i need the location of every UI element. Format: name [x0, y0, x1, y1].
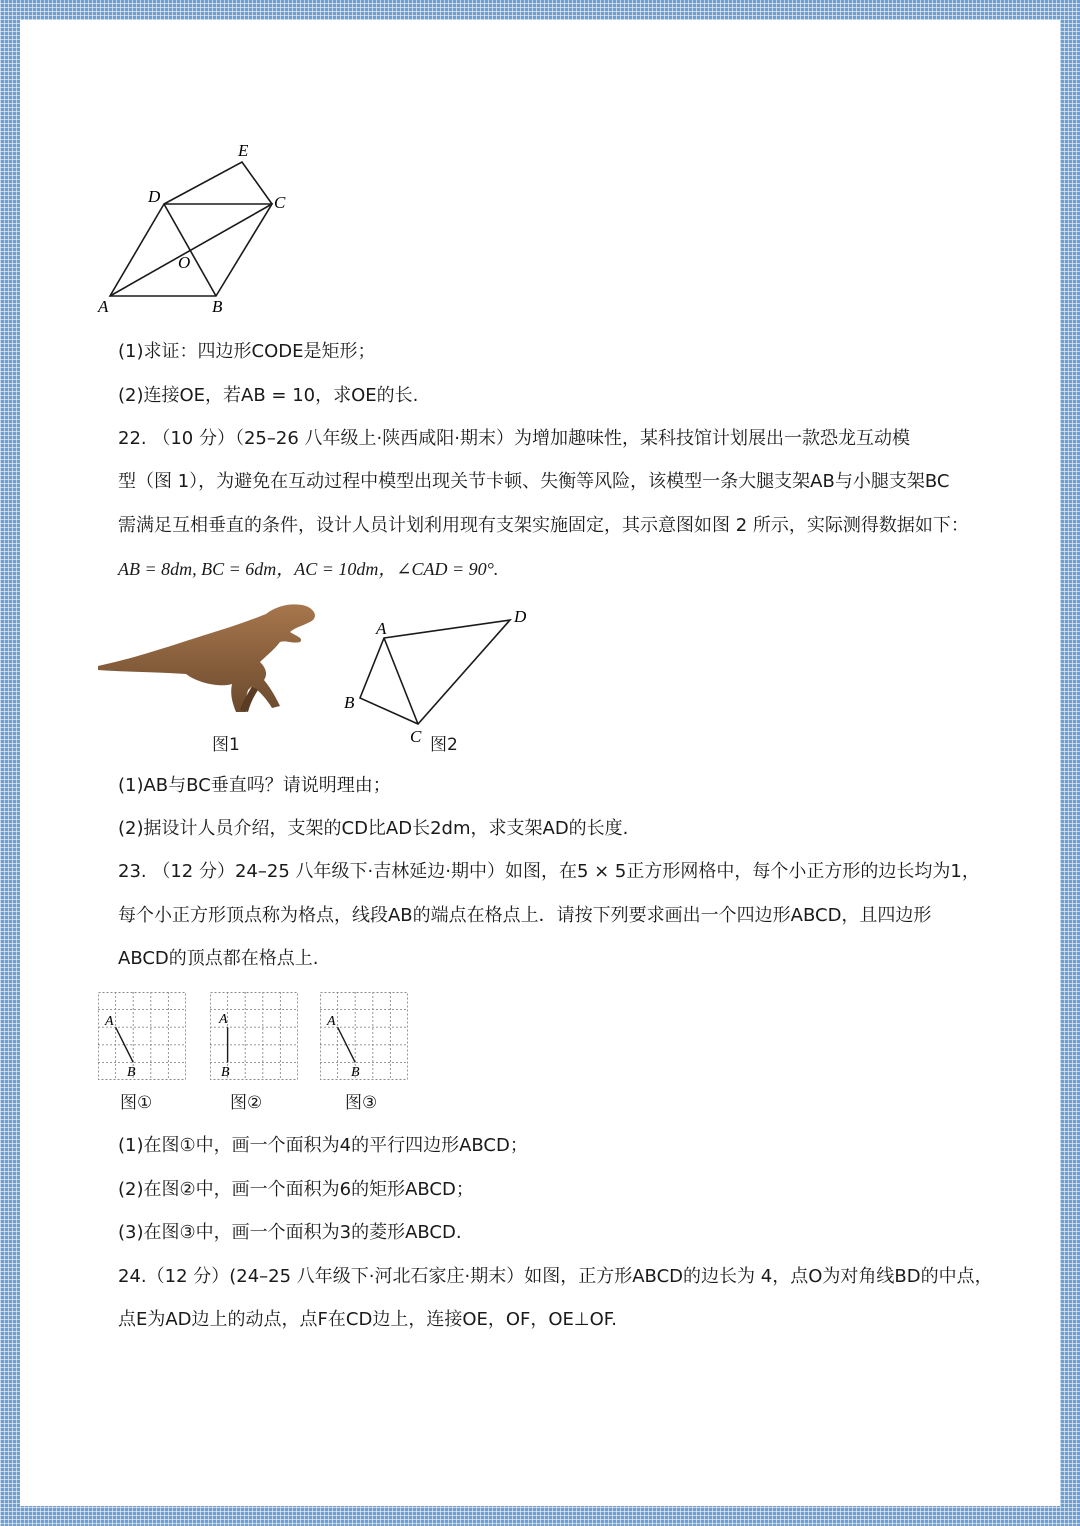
q21-part1: (1)求证：四边形CODE是矩形；: [118, 341, 376, 362]
figure-rhombus-rectangle: [92, 136, 332, 336]
exam-page: [20, 20, 1060, 1506]
label-A: A: [98, 297, 109, 316]
label-C: C: [274, 193, 286, 212]
label-E: E: [238, 141, 249, 160]
grid3-caption: 图③: [345, 1093, 378, 1113]
label-O: O: [178, 253, 191, 272]
q21-part2: (2)连接OE，若AB = 10，求OE的长.: [118, 385, 419, 406]
q23-part3: (3)在图③中，画一个面积为3的菱形ABCD.: [118, 1222, 462, 1243]
q22-part1: (1)AB与BC垂直吗？请说明理由；: [118, 775, 391, 796]
dinosaur-image: [96, 598, 320, 718]
fig2-label-B: B: [344, 693, 355, 712]
fig2-label-C: C: [410, 727, 422, 746]
q22-part2: (2)据设计人员介绍，支架的CD比AD长2dm，求支架AD的长度.: [118, 818, 629, 839]
grid3-label-A: A: [327, 1014, 336, 1029]
grid1-caption: 图①: [120, 1093, 153, 1113]
figure2-quadrilateral: [340, 608, 560, 748]
q22-line2: 型（图 1），为避免在互动过程中模型出现关节卡顿、失衡等风险，该模型一条大腿支架AB与小腿支架BC: [118, 471, 950, 492]
fig2-label-A: A: [376, 619, 387, 638]
grid3-label-B: B: [351, 1065, 360, 1080]
q24-line2: 点E为AD边上的动点，点F在CD边上，连接OE，OF，OE⊥OF.: [118, 1309, 617, 1330]
grid-figure-2: [210, 992, 298, 1080]
q22-line4: AB = 8dm, BC = 6dm，AC = 10dm，∠CAD = 90°.: [118, 559, 499, 579]
q23-part2: (2)在图②中，画一个面积为6的矩形ABCD；: [118, 1179, 474, 1200]
grid-figure-3: [320, 992, 408, 1080]
fig2-caption: 图2: [430, 735, 458, 755]
q23-line1: 23. （12 分）24–25 八年级下·吉林延边·期中）如图，在5 × 5正方形网格中，每个小正方形的边长均为1，: [118, 861, 980, 882]
q23-part1: (1)在图①中，画一个面积为4的平行四边形ABCD；: [118, 1135, 528, 1156]
label-D: D: [148, 187, 161, 206]
q22-line3: 需满足互相垂直的条件，设计人员计划利用现有支架实施固定，其示意图如图 2 所示，实际测得数据如下：: [118, 515, 969, 536]
grid2-label-A: A: [219, 1012, 228, 1027]
q23-line3: ABCD的顶点都在格点上.: [118, 948, 319, 969]
q24-line1: 24.（12 分）(24–25 八年级下·河北石家庄·期末）如图，正方形ABCD的边长为 4，点O为对角线BD的中点，: [118, 1266, 993, 1287]
fig2-label-D: D: [514, 608, 527, 626]
grid-figure-1: [98, 992, 186, 1080]
fig1-caption: 图1: [212, 735, 240, 755]
grid1-label-B: B: [127, 1065, 136, 1080]
grid2-label-B: B: [221, 1065, 230, 1080]
grid1-label-A: A: [105, 1014, 114, 1029]
q23-line2: 每个小正方形顶点称为格点，线段AB的端点在格点上．请按下列要求画出一个四边形ABCD，且四边形: [118, 905, 932, 926]
grid2-caption: 图②: [230, 1093, 263, 1113]
label-B: B: [212, 297, 223, 316]
q22-line1: 22. （10 分）（25–26 八年级上·陕西咸阳·期末）为增加趣味性，某科技馆计划展出一款恐龙互动模: [118, 428, 910, 449]
